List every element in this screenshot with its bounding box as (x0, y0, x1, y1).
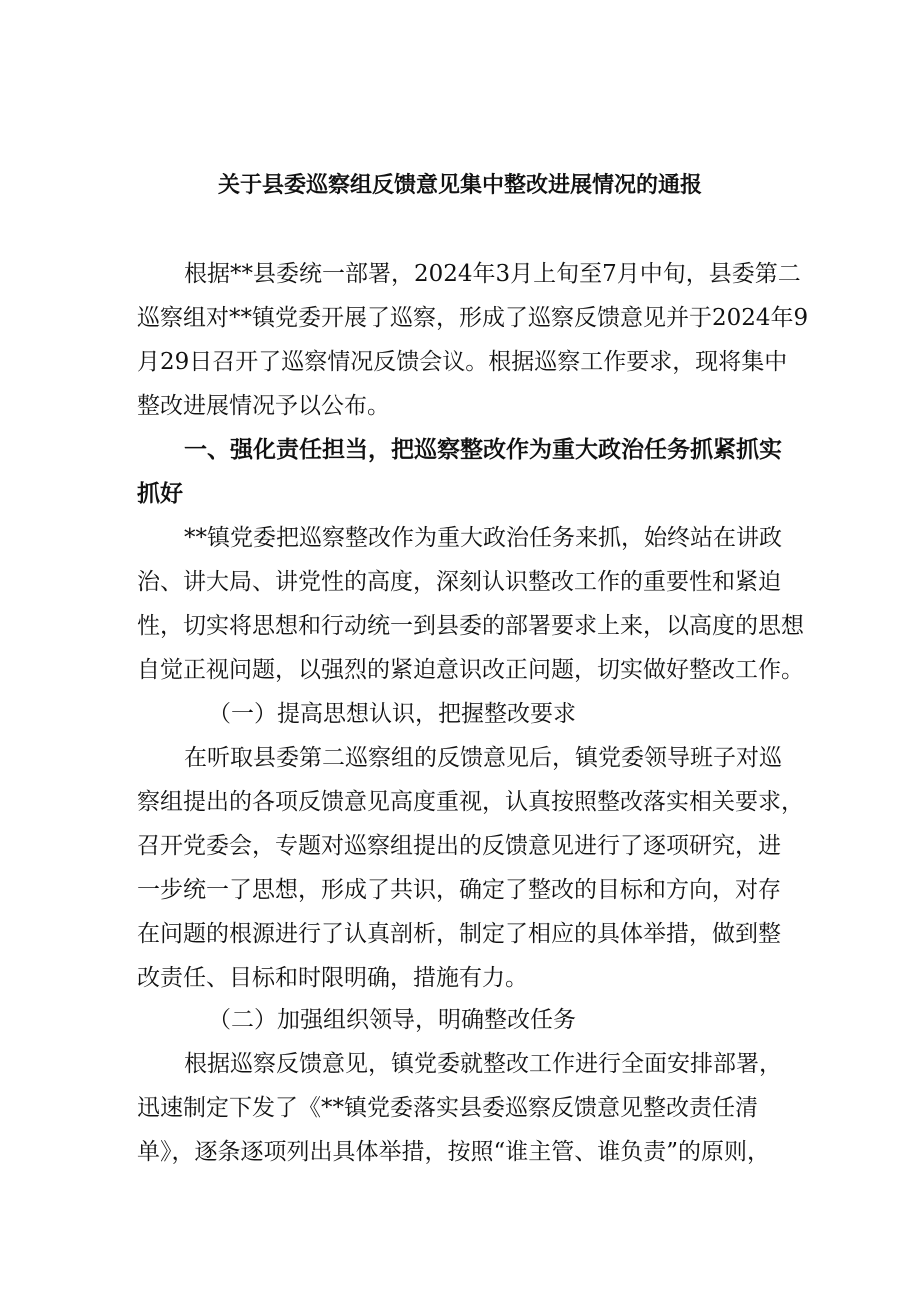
paragraph-3-line-4: 一步统一了思想，形成了共识，确定了整改的目标和方向，对存 (137, 877, 781, 903)
paragraph-3-line-3: 召开党委会，专题对巡察组提出的反馈意见进行了逐项研究，进 (137, 833, 781, 859)
paragraph-2-line-2: 治、讲大局、讲党性的高度，深刻认识整改工作的重要性和紧迫 (137, 569, 781, 595)
paragraph-2-line-3: 性，切实将思想和行动统一到县委的部署要求上来，以高度的思想 (137, 613, 804, 639)
paragraph-4-line-2: 迅速制定下发了《**镇党委落实县委巡察反馈意见整改责任清 (137, 1095, 758, 1121)
paragraph-1-line-2: 巡察组对**镇党委开展了巡察，形成了巡察反馈意见并于2024年9 (137, 305, 809, 331)
paragraph-1-line-4: 整改进展情况予以公布。 (137, 393, 390, 419)
section-1-heading-line-2: 抓好 (137, 481, 183, 507)
paragraph-3-line-2: 察组提出的各项反馈意见高度重视，认真按照整改落实相关要求， (137, 789, 804, 815)
subsection-2-heading: （二）加强组织领导，明确整改任务 (208, 1007, 576, 1033)
paragraph-3-line-6: 改责任、目标和时限明确，措施有力。 (137, 965, 528, 991)
paragraph-1-line-1: 根据**县委统一部署，2024年3月上旬至7月中旬，县委第二 (184, 261, 801, 287)
paragraph-3-line-1: 在听取县委第二巡察组的反馈意见后，镇党委领导班子对巡 (184, 745, 782, 771)
subsection-1-heading: （一）提高思想认识，把握整改要求 (208, 701, 576, 727)
paragraph-3-line-5: 在问题的根源进行了认真剖析，制定了相应的具体举措，做到整 (137, 921, 781, 947)
paragraph-1-line-3: 月29日召开了巡察情况反馈会议。根据巡察工作要求，现将集中 (137, 349, 788, 375)
paragraph-2-line-4: 自觉正视问题，以强烈的紧迫意识改正问题，切实做好整改工作。 (137, 657, 804, 683)
paragraph-4-line-1: 根据巡察反馈意见，镇党委就整改工作进行全面安排部署， (184, 1051, 782, 1077)
document-title: 关于县委巡察组反馈意见集中整改进展情况的通报 (217, 173, 702, 198)
section-1-heading-line-1: 一、强化责任担当，把巡察整改作为重大政治任务抓紧抓实 (184, 437, 782, 463)
paragraph-4-line-3: 单》，逐条逐项列出具体举措，按照“谁主管、谁负责”的原则， (137, 1139, 771, 1165)
paragraph-2-line-1: **镇党委把巡察整改作为重大政治任务来抓，始终站在讲政 (184, 525, 782, 551)
